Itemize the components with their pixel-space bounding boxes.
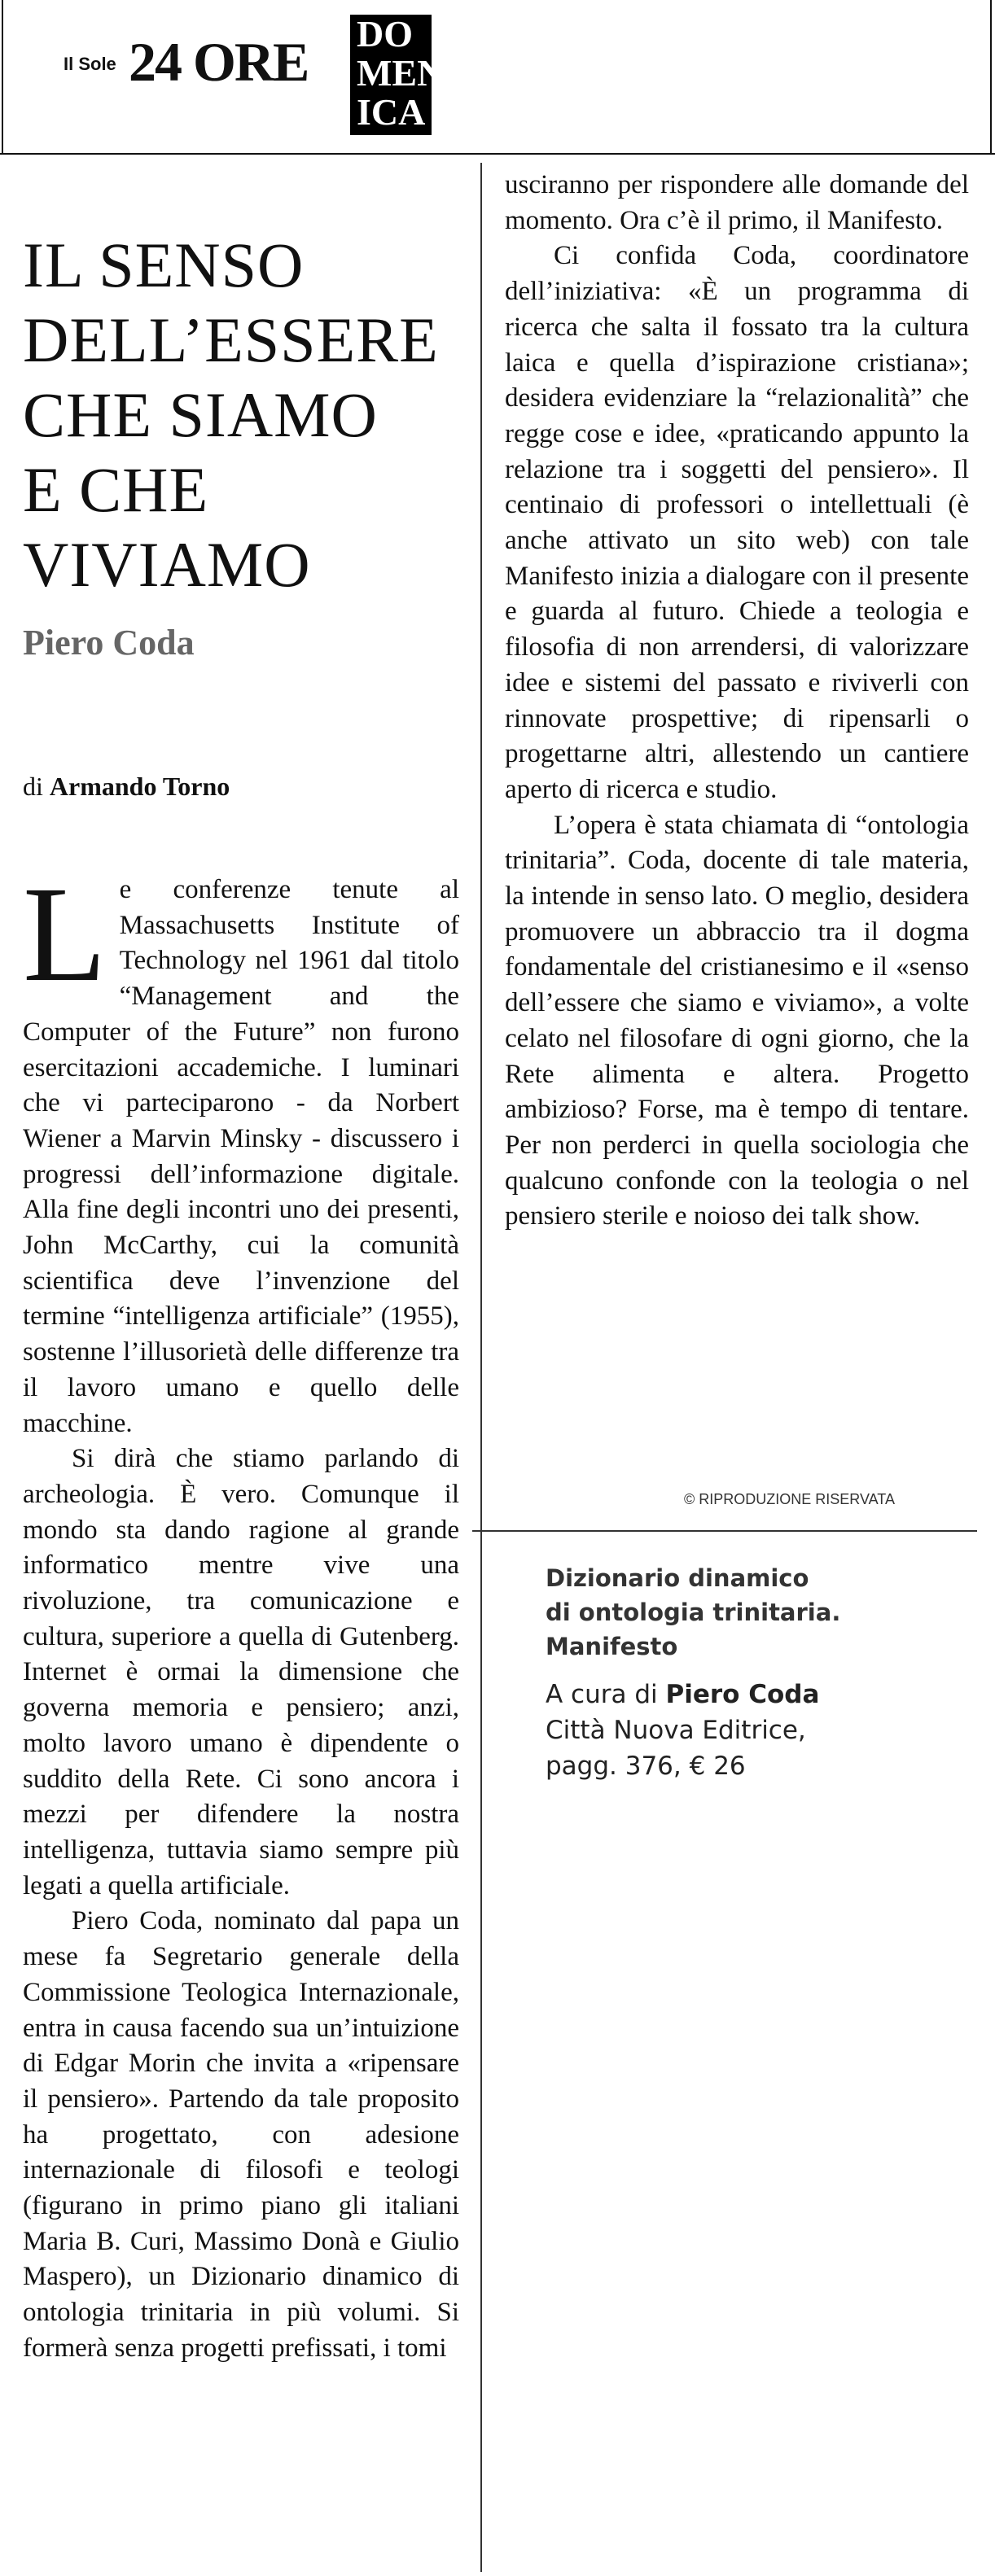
article-left-column	[23, 859, 459, 2367]
domenica-line: DO	[357, 13, 413, 55]
left-border	[2, 0, 3, 155]
24-ore-logo: 24 ORE	[129, 31, 309, 93]
right-border	[990, 0, 992, 155]
book-details	[546, 1677, 953, 1784]
article-paragraph: Ci confida Coda, coordinatore dell’iniziativa: «È un programma di ricerca che salta il fossato tra la cultura laica e quella d’ispirazione cristiana»; desidera evidenziare la “relazionalità” che regge cose e idee, «praticando appunto la relazione tra i soggetti del pensiero». Il centinaio di professori o intellettuali (è anche attivato un sito web) con tale Manifesto inizia a dialogare con il presente e guarda al futuro. Chiede a teologia e filosofia di non arrendersi, di valorizzare idee e sistemi del passato e riviverli con rinnovate prospettive; di ripensarli o progettarne altri, allestendo un cantiere aperto di ricerca e studio.	[505, 241, 969, 804]
book-info-box	[546, 1561, 953, 1784]
book-title-line: Dizionario dinamico	[546, 1564, 809, 1592]
domenica-logo	[350, 13, 445, 135]
headline-line: DELL’ESSERE	[23, 304, 439, 375]
article-paragraph: L’opera è stata chiamata di “ontologia trinitaria”. Coda, docente di tale materia, la intende in senso lato. O meglio, desidera promuovere un abbraccio tra il dogma fondamentale del cristianesimo e il «senso dell’essere che siamo e viviamo», a volte celato nel filosofare di ogni giorno, che la Rete alimenta e altera. Progetto ambizioso? Forse, ma è tempo di tentare. Per non perderci in quella sociologia che qualcuno confonde con la teologia o nel pensiero sterile e noioso dei talk show.	[505, 810, 969, 1231]
article-paragraph: usciranno per rispondere alle domande del momento. Ora c’è il primo, il Manifesto.	[505, 170, 969, 235]
il-sole-logo: Il Sole	[64, 54, 116, 74]
article-right-column	[505, 168, 969, 1235]
curator-name: Piero Coda	[665, 1680, 820, 1709]
paragraph-text: e conferenze tenute al Massachusetts Institute of Technology nel 1961 dal titolo “Management and the Computer of the Future” non furono esercitazioni accademiche. I luminari che vi parteciparono - da Norbert Wiener a Marvin Minsky - discussero i progressi dell’informazione digitale. Alla fine degli incontri uno dei presenti, John McCarthy, cui la comunità scientifica deve l’invenzione del termine “intelligenza artificiale” (1955), sostenne l’illusorietà delle differenze tra il lavoro umano e quello delle macchine.	[23, 875, 459, 1438]
book-pages-price: pagg. 376, € 26	[546, 1752, 746, 1781]
book-title-line: di ontologia trinitaria.	[546, 1599, 841, 1626]
byline-author: Armando Torno	[49, 772, 230, 801]
domenica-line: ICA	[357, 91, 426, 133]
article-paragraph: Piero Coda, nominato dal papa un mese fa Segretario generale della Commissione Teologica Internazionale, entra in causa facendo sua un’intuizione di Edgar Morin che invita a «ripensare il pensiero». Partendo da tale proposito ha progettato, con adesione internazionale di filosofi e teologi (figurano in primo piano gli italiani Maria B. Curi, Massimo Donà e Giulio Maspero), un Dizionario dinamico di ontologia trinitaria in più volumi. Si formerà senza progetti prefissati, i tomi	[23, 1906, 459, 2363]
curator-prefix: A cura di	[546, 1680, 658, 1709]
byline	[23, 772, 230, 802]
headline-line: VIVIAMO	[23, 529, 311, 600]
book-box-rule	[472, 1530, 977, 1532]
dropcap: L	[23, 859, 107, 1010]
title-block	[23, 228, 462, 663]
headline-line: IL SENSO	[23, 230, 305, 300]
domenica-line: MEN	[357, 52, 445, 94]
column-divider	[480, 163, 482, 2572]
article-paragraph: Si dirà che stiamo parlando di archeologia. È vero. Comunque il mondo sta dando ragione al grande informatico mentre vive una rivoluzione, tra comunicazione e cultura, superiore a quella di Gutenberg. Internet è ormai la dimensione che governa memoria e pensiero; anzi, molto lavoro umano è dipendente o suddito della Rete. Ci sono ancora i mezzi per difendere la nostra intelligenza, tuttavia siamo sempre più legati a quella artificiale.	[23, 1444, 459, 1900]
headline	[23, 228, 462, 602]
book-publisher: Città Nuova Editrice,	[546, 1716, 806, 1745]
byline-prefix: di	[23, 772, 43, 801]
article-paragraph	[23, 859, 459, 1441]
book-curator-line	[546, 1677, 953, 1712]
masthead-rule	[0, 153, 995, 155]
headline-line: E CHE	[23, 454, 209, 525]
book-title-line: Manifesto	[546, 1633, 678, 1660]
book-title	[546, 1561, 953, 1664]
subject-author: Piero Coda	[23, 623, 195, 663]
copyright-notice: © RIPRODUZIONE RISERVATA	[684, 1491, 895, 1507]
headline-line: CHE SIAMO	[23, 379, 378, 450]
